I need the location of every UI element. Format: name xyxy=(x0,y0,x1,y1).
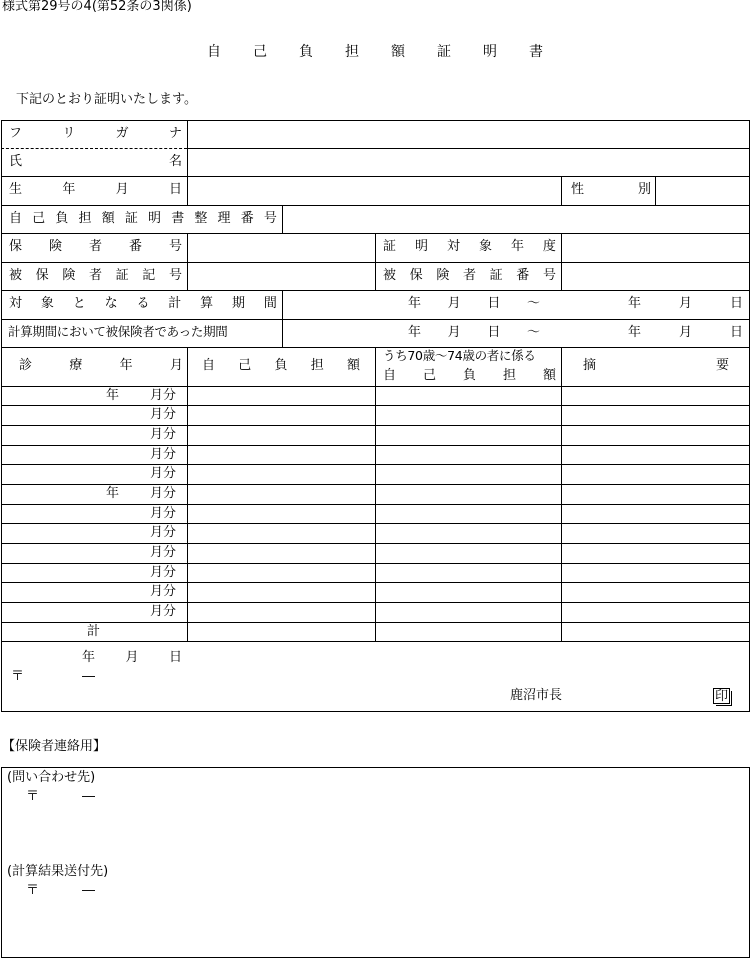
result-destination-label: (計算結果送付先) xyxy=(7,864,109,879)
label-char: 担 xyxy=(78,211,92,226)
month-row-month: 月分 xyxy=(150,506,177,521)
mayor-label: 鹿沼市長 xyxy=(510,688,563,703)
label-char: 自 xyxy=(202,358,216,373)
label-char: 日 xyxy=(168,182,182,197)
label-char: 保 xyxy=(9,239,23,254)
col-line xyxy=(187,347,188,641)
name-label xyxy=(9,155,182,168)
label-char: 度 xyxy=(542,239,556,254)
row-line xyxy=(187,148,750,149)
label-char: 年 xyxy=(628,325,642,340)
month-row-month: 月分 xyxy=(150,565,177,580)
month-row-month: 月分 xyxy=(150,447,177,462)
label-char: 号 xyxy=(542,268,556,283)
label-char: 負 xyxy=(462,368,476,383)
label-char: 己 xyxy=(422,368,436,383)
title-char: 担 xyxy=(345,44,359,60)
label-char: 者 xyxy=(88,268,102,283)
label-char: リ xyxy=(62,126,76,141)
title-char: 額 xyxy=(391,44,405,60)
amount-column-header xyxy=(202,359,360,372)
label-char: 氏 xyxy=(9,154,23,169)
col-line xyxy=(561,233,562,290)
title-char: 自 xyxy=(207,44,221,60)
label-char: 保 xyxy=(409,268,423,283)
label-char: 自 xyxy=(383,368,397,383)
calc-period-label xyxy=(9,297,277,310)
insured-number-label xyxy=(383,269,556,282)
label-char: 年 xyxy=(628,296,642,311)
label-char: 月 xyxy=(678,296,692,311)
sex-label xyxy=(571,183,651,196)
label-char: 負 xyxy=(55,211,69,226)
label-char: 担 xyxy=(310,358,324,373)
month-row-month: 月分 xyxy=(150,584,177,599)
col-line xyxy=(561,176,562,205)
label-char: 日 xyxy=(487,296,501,311)
insured-period-label: 計算期間において被保険者であった期間 xyxy=(8,324,228,339)
label-char: 険 xyxy=(48,239,62,254)
postal-mark: 〒 xyxy=(11,669,25,684)
label-char: 年 xyxy=(119,358,133,373)
contact-box xyxy=(1,767,750,958)
label-char: ナ xyxy=(168,126,182,141)
label-char: 年 xyxy=(408,325,422,340)
col-line xyxy=(375,233,376,290)
label-char: 名 xyxy=(168,154,182,169)
label-char: 日 xyxy=(168,650,182,665)
label-char: 担 xyxy=(502,368,516,383)
issue-date xyxy=(82,651,182,664)
month-row-month: 月分 xyxy=(150,525,177,540)
calc-period-from xyxy=(408,297,540,310)
col-line xyxy=(282,205,283,233)
label-char: 明 xyxy=(148,211,162,226)
label-char: 日 xyxy=(487,325,501,340)
row-line xyxy=(1,641,750,642)
label-char: ～ xyxy=(526,296,540,311)
insured-period-from xyxy=(408,326,540,339)
age-column-header-line1: うち70歳～74歳の者に係る xyxy=(383,348,536,363)
month-row-month: 月分 xyxy=(150,407,177,422)
label-char: 番 xyxy=(516,268,530,283)
title-char: 明 xyxy=(483,44,497,60)
label-char: 明 xyxy=(414,239,428,254)
label-char: 計 xyxy=(168,296,182,311)
label-char: る xyxy=(136,296,150,311)
label-char: 月 xyxy=(678,325,692,340)
label-char: 療 xyxy=(69,358,83,373)
month-row-month: 月分 xyxy=(150,604,177,619)
col-line xyxy=(375,347,376,641)
furigana-label xyxy=(9,127,182,140)
label-char: 診 xyxy=(19,358,33,373)
title-char: 証 xyxy=(437,44,451,60)
col-line xyxy=(282,290,283,347)
form-id: 様式第29号の4(第52条の3関係) xyxy=(2,0,192,14)
intro-text: 下記のとおり証明いたします。 xyxy=(16,92,197,107)
label-char: 者 xyxy=(462,268,476,283)
label-char: 期 xyxy=(232,296,246,311)
label-char: 年 xyxy=(510,239,524,254)
result-postal-dash: ― xyxy=(82,883,95,898)
label-char: 年 xyxy=(62,182,76,197)
title-char: 負 xyxy=(299,44,313,60)
label-char: 日 xyxy=(729,325,743,340)
remarks-column-header xyxy=(583,359,729,372)
month-row-year: 年 xyxy=(106,388,120,403)
seal-mark: 印 xyxy=(715,689,729,704)
postal-dash: ― xyxy=(82,669,95,684)
month-row-month: 月分 xyxy=(150,466,177,481)
label-char: 性 xyxy=(571,182,585,197)
contact-heading: 【保険者連絡用】 xyxy=(2,739,107,754)
label-char: ～ xyxy=(526,325,540,340)
label-char: 年 xyxy=(408,296,422,311)
total-label: 計 xyxy=(87,624,101,639)
label-char: 摘 xyxy=(583,358,597,373)
label-char: 被 xyxy=(383,268,397,283)
result-postal-mark: 〒 xyxy=(26,883,40,898)
target-year-label xyxy=(383,240,556,253)
month-row-year: 年 xyxy=(106,486,120,501)
label-char: 書 xyxy=(171,211,185,226)
title-char: 己 xyxy=(253,44,267,60)
calc-period-to xyxy=(628,297,743,310)
label-char: 己 xyxy=(32,211,46,226)
label-char: 者 xyxy=(88,239,102,254)
age-column-header-line2 xyxy=(383,369,556,382)
label-char: 別 xyxy=(637,182,651,197)
row-line xyxy=(1,290,750,291)
label-char: 月 xyxy=(125,650,139,665)
label-char: 番 xyxy=(240,211,254,226)
inquiry-postal-dash: ― xyxy=(82,789,95,804)
label-char: 自 xyxy=(9,211,23,226)
col-line xyxy=(561,347,562,641)
label-char: 月 xyxy=(115,182,129,197)
label-char: 算 xyxy=(200,296,214,311)
label-char: 記 xyxy=(142,268,156,283)
month-row-month: 月分 xyxy=(150,388,177,403)
label-char: 証 xyxy=(489,268,503,283)
label-char: 対 xyxy=(9,296,23,311)
label-char: な xyxy=(104,296,118,311)
col-line xyxy=(655,176,656,205)
label-char: 象 xyxy=(478,239,492,254)
month-row-month: 月分 xyxy=(150,427,177,442)
title-char: 書 xyxy=(529,44,543,60)
inquiry-label: (問い合わせ先) xyxy=(7,770,96,785)
label-char: 被 xyxy=(9,268,23,283)
label-char: 年 xyxy=(82,650,96,665)
label-char: 証 xyxy=(115,268,129,283)
label-char: 月 xyxy=(169,358,183,373)
month-row-month: 月分 xyxy=(150,486,177,501)
page-title xyxy=(207,45,543,59)
label-char: 象 xyxy=(40,296,54,311)
label-char: 険 xyxy=(62,268,76,283)
label-char: 号 xyxy=(263,211,277,226)
cert-number-label xyxy=(9,212,277,225)
label-char: 間 xyxy=(263,296,277,311)
label-char: 生 xyxy=(9,182,23,197)
label-char: 証 xyxy=(383,239,397,254)
furigana-separator xyxy=(1,148,187,149)
label-char: 額 xyxy=(101,211,115,226)
label-char: と xyxy=(72,296,86,311)
label-char: ガ xyxy=(115,126,129,141)
label-char: 己 xyxy=(238,358,252,373)
label-char: フ xyxy=(9,126,23,141)
month-column-header xyxy=(19,359,183,372)
row-line xyxy=(1,176,750,177)
col-line xyxy=(187,233,188,290)
label-char: 号 xyxy=(168,239,182,254)
label-char: 対 xyxy=(446,239,460,254)
inquiry-postal-mark: 〒 xyxy=(26,789,40,804)
label-char: 整 xyxy=(194,211,208,226)
label-char: 額 xyxy=(542,368,556,383)
label-char: 日 xyxy=(729,296,743,311)
label-char: 保 xyxy=(35,268,49,283)
label-char: 額 xyxy=(346,358,360,373)
birthdate-label xyxy=(9,183,182,196)
row-line xyxy=(1,319,750,320)
label-char: 険 xyxy=(436,268,450,283)
label-char: 番 xyxy=(128,239,142,254)
label-char: 要 xyxy=(715,358,729,373)
label-char: 月 xyxy=(447,325,461,340)
insured-period-to xyxy=(628,326,743,339)
label-char: 負 xyxy=(274,358,288,373)
label-char: 証 xyxy=(124,211,138,226)
row-line xyxy=(1,205,750,206)
label-char: 号 xyxy=(168,268,182,283)
month-row-month: 月分 xyxy=(150,545,177,560)
label-char: 理 xyxy=(217,211,231,226)
insurer-number-label xyxy=(9,240,182,253)
insured-symbol-label xyxy=(9,269,182,282)
col-line xyxy=(187,120,188,205)
label-char: 月 xyxy=(447,296,461,311)
